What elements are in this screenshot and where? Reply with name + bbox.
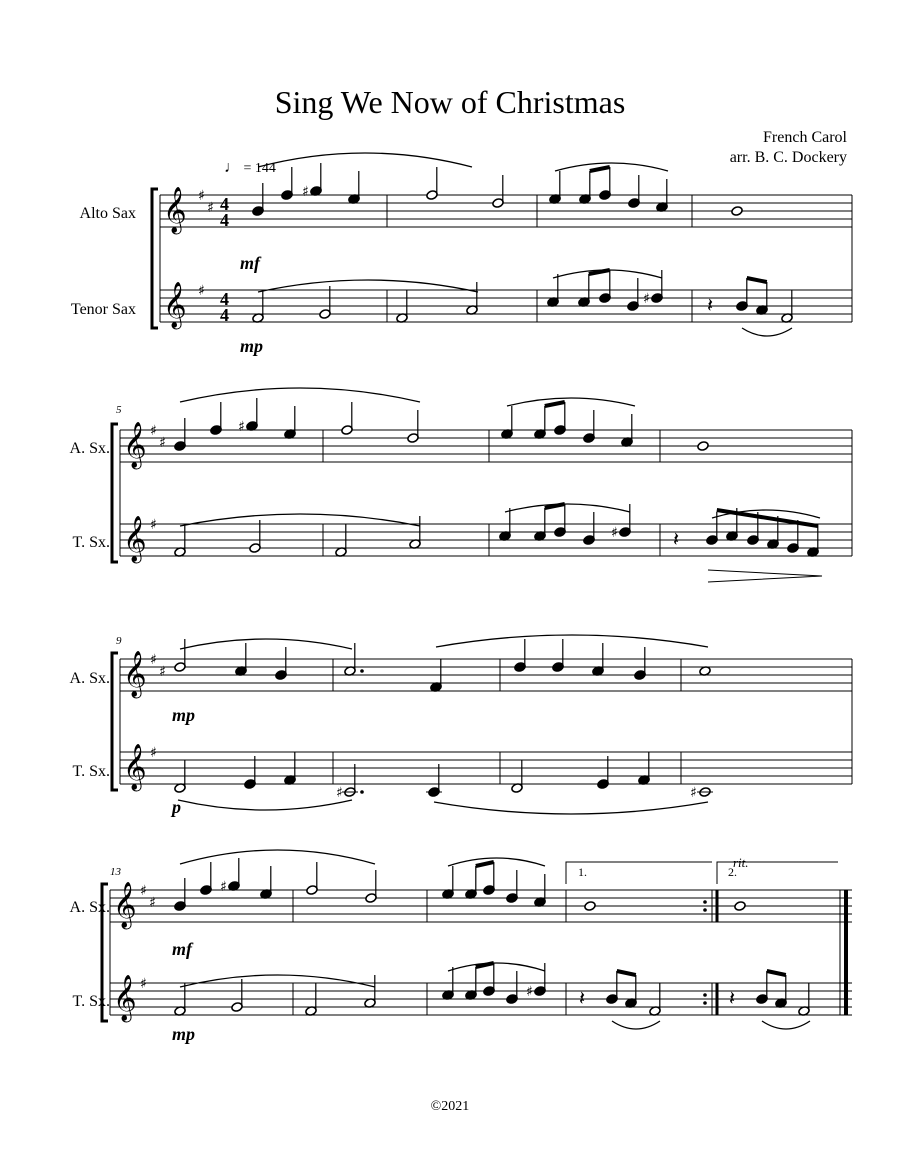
beam <box>590 167 610 171</box>
whole-note <box>584 901 596 912</box>
instrument-label-tenor: T. Sx. <box>72 763 110 780</box>
beam <box>617 971 636 975</box>
whole-note <box>731 206 743 217</box>
sharp-icon: ♯ <box>302 184 309 200</box>
measure-number: 13 <box>110 866 121 878</box>
slur <box>448 963 545 971</box>
time-signature-top: 4 <box>220 194 229 214</box>
time-signature-bottom: 4 <box>220 210 229 230</box>
whole-note <box>697 441 709 452</box>
sharp-icon: ♯ <box>207 200 214 216</box>
measure-number: 5 <box>116 404 122 416</box>
sharp-icon: ♯ <box>149 895 156 911</box>
arranger-credit: arr. B. C. Dockery <box>729 149 847 166</box>
sharp-icon: ♯ <box>150 652 157 668</box>
system-bracket <box>152 189 158 328</box>
quarter-rest-icon: 𝄽 <box>729 986 736 1010</box>
beam <box>545 402 565 406</box>
instrument-label-tenor: T. Sx. <box>72 993 110 1010</box>
slur <box>612 1021 660 1029</box>
slur <box>505 504 630 512</box>
sharp-icon: ♯ <box>336 785 343 801</box>
second-ending-bracket <box>717 862 838 884</box>
instrument-label-alto: A. Sx. <box>69 670 110 687</box>
sharp-icon: ♯ <box>198 188 205 204</box>
sharp-icon: ♯ <box>690 785 697 801</box>
instrument-label-alto: Alto Sax <box>79 205 136 222</box>
quarter-rest-icon: 𝄽 <box>707 293 714 317</box>
dynamic-mark: p <box>172 797 181 817</box>
beam <box>767 971 786 975</box>
slur <box>180 850 375 864</box>
copyright-notice: ©2021 <box>430 1099 470 1114</box>
sharp-icon: ♯ <box>150 423 157 439</box>
composer-credit: French Carol <box>763 129 847 146</box>
sharp-icon: ♯ <box>159 435 166 451</box>
dynamic-mark: mp <box>172 705 196 725</box>
slur <box>555 163 668 171</box>
system-bracket <box>112 424 118 562</box>
sharp-icon: ♯ <box>198 283 205 299</box>
treble-clef-icon: 𝄞 <box>113 975 137 1021</box>
slur <box>742 328 792 336</box>
slur <box>258 153 472 167</box>
slur <box>762 1021 810 1029</box>
sharp-icon: ♯ <box>150 517 157 533</box>
instrument-label-tenor: Tenor Sax <box>70 301 136 318</box>
treble-clef-icon: 𝄞 <box>163 282 187 328</box>
dot <box>360 790 364 794</box>
sharp-icon: ♯ <box>140 976 147 992</box>
sharp-icon: ♯ <box>150 745 157 761</box>
dynamic-mark: mp <box>172 1024 196 1044</box>
dynamic-mark: mf <box>240 253 260 273</box>
slur <box>436 635 708 647</box>
beam <box>476 862 494 866</box>
repeat-dot <box>703 900 707 904</box>
system-bracket <box>102 884 108 1021</box>
slur <box>180 388 420 402</box>
treble-clef-icon: 𝄞 <box>113 882 137 928</box>
sharp-icon: ♯ <box>238 419 245 435</box>
slur <box>180 639 352 649</box>
repeat-dot <box>703 1001 707 1005</box>
quarter-rest-icon: 𝄽 <box>673 527 680 551</box>
ritardando-mark: rit. <box>733 855 749 870</box>
repeat-dot <box>703 908 707 912</box>
dynamic-mark: mf <box>172 939 192 959</box>
treble-clef-icon: 𝄞 <box>123 744 147 790</box>
slur <box>507 398 635 406</box>
sharp-icon: ♯ <box>643 291 650 307</box>
measure-number: 9 <box>116 635 122 647</box>
beam <box>747 278 767 282</box>
instrument-label-tenor: T. Sx. <box>72 534 110 551</box>
instrument-label-alto: A. Sx. <box>69 899 110 916</box>
treble-clef-icon: 𝄞 <box>123 422 147 468</box>
slur <box>180 975 375 987</box>
slur <box>434 802 708 814</box>
time-signature-top: 4 <box>220 289 229 309</box>
sharp-icon: ♯ <box>526 984 533 1000</box>
piece-title: Sing We Now of Christmas <box>274 84 626 120</box>
slur <box>178 800 352 810</box>
first-ending-label: 1. <box>578 865 587 879</box>
system-bracket <box>112 653 118 790</box>
dynamic-mark: mp <box>240 336 264 356</box>
repeat-dot <box>703 993 707 997</box>
sharp-icon: ♯ <box>220 879 227 895</box>
treble-clef-icon: 𝄞 <box>123 516 147 562</box>
quarter-note-icon: ♩ <box>224 159 240 176</box>
second-ending-label: 2. <box>728 865 737 879</box>
treble-clef-icon: 𝄞 <box>123 651 147 697</box>
tempo-value: = 144 <box>243 161 276 176</box>
diminuendo-hairpin <box>708 570 822 582</box>
sharp-icon: ♯ <box>611 525 618 541</box>
whole-note <box>734 901 746 912</box>
instrument-label-alto: A. Sx. <box>69 440 110 457</box>
first-ending-bracket <box>566 862 712 884</box>
dot <box>360 669 364 673</box>
sharp-icon: ♯ <box>140 883 147 899</box>
slur <box>448 858 545 866</box>
treble-clef-icon: 𝄞 <box>163 187 187 233</box>
sharp-icon: ♯ <box>159 664 166 680</box>
quarter-rest-icon: 𝄽 <box>579 986 586 1010</box>
time-signature-bottom: 4 <box>220 305 229 325</box>
